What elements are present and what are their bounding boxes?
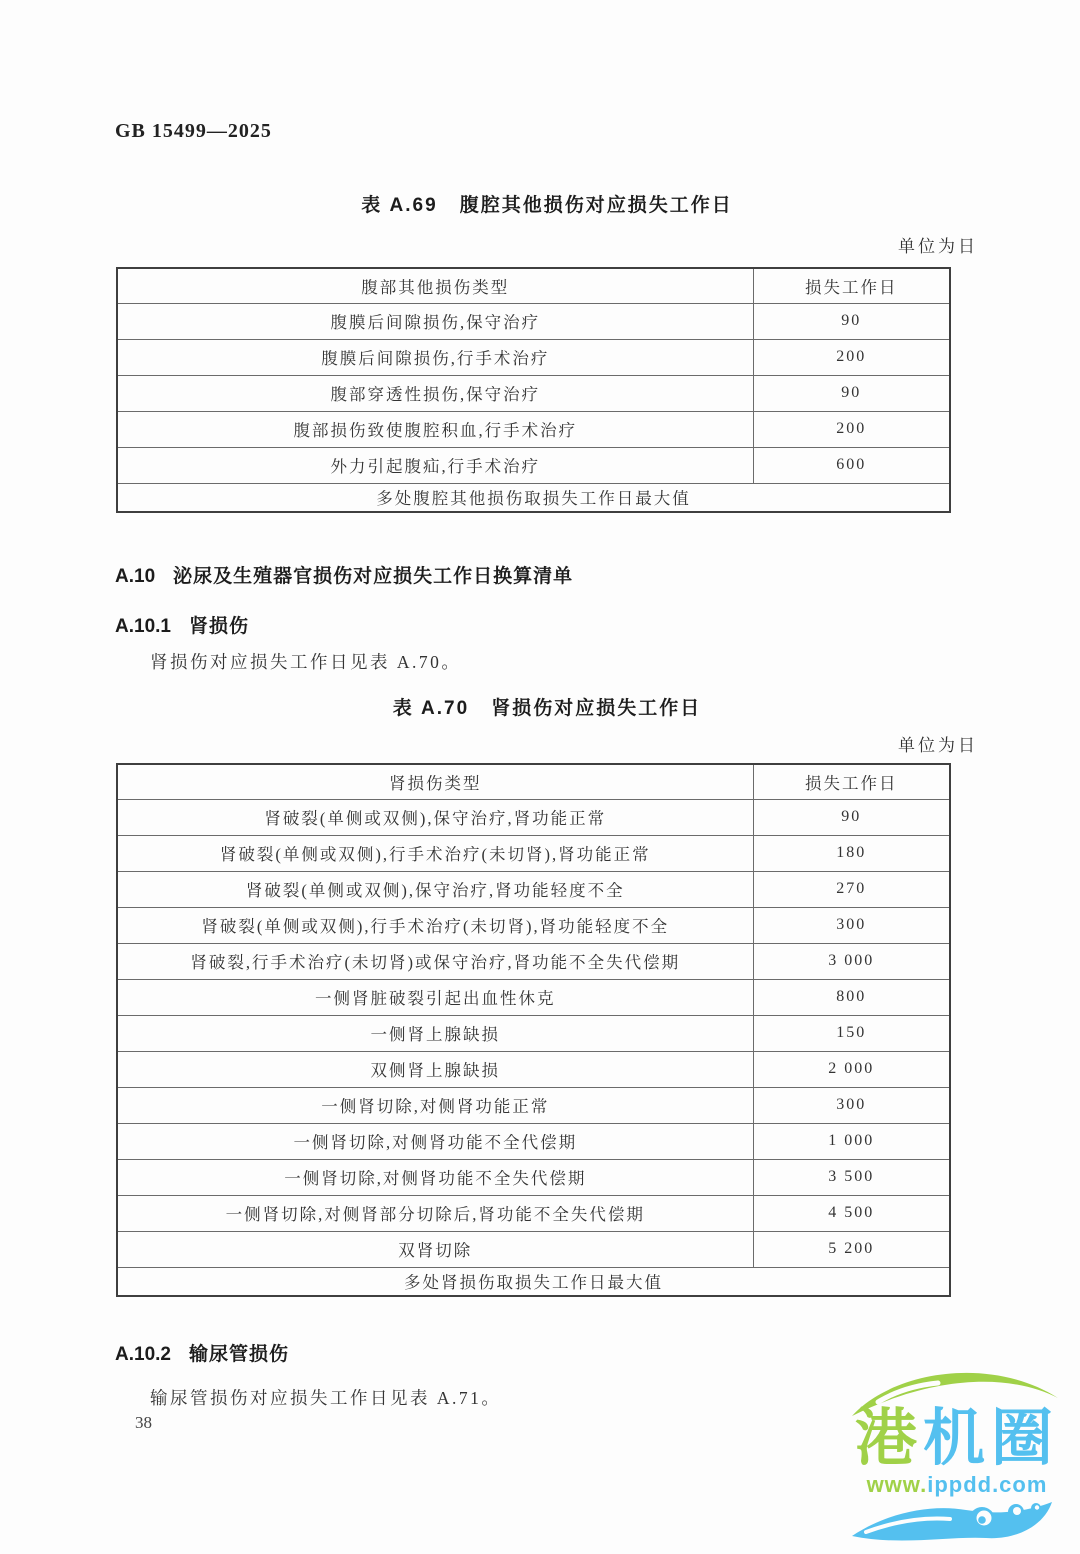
table-row [117,871,950,907]
section-number: A.10.2 [115,1344,171,1365]
injury-type-cell: 腹膜后间隙损伤,行手术治疗 [117,339,753,375]
column-header-injury-type: 肾损伤类型 [117,764,753,799]
lost-workdays-cell: 4 500 [753,1195,950,1231]
table-row [117,1195,950,1231]
injury-type-cell: 腹部穿透性损伤,保守治疗 [117,375,753,411]
section-title: 肾损伤 [188,616,249,637]
column-header-injury-type: 腹部其他损伤类型 [117,268,753,303]
document-page [0,120,1080,1554]
injury-type-cell: 外力引起腹疝,行手术治疗 [117,447,753,483]
lost-workdays-cell: 1 000 [753,1123,950,1159]
table-row [117,411,950,447]
watermark-brand-text [842,1406,1072,1472]
table-row [117,1159,950,1195]
section-title: 输尿管损伤 [188,1344,289,1365]
lost-workdays-cell: 300 [753,907,950,943]
lost-workdays-cell: 90 [753,799,950,835]
lost-workdays-cell: 600 [753,447,950,483]
table-row [117,303,950,339]
table-a70-unit-note: 单位为日 [898,736,978,755]
table-a70 [116,763,951,1297]
lost-workdays-cell: 270 [753,871,950,907]
paragraph-kidney-ref: 肾损伤对应损失工作日见表 A.70。 [150,652,462,672]
lost-workdays-cell: 90 [753,375,950,411]
table-row [117,1231,950,1267]
column-header-lost-workdays: 损失工作日 [753,764,950,799]
injury-type-cell: 一侧肾切除,对侧肾功能不全失代偿期 [117,1159,753,1195]
watermark-logo [842,1362,1072,1554]
table-a69-caption [116,190,978,216]
injury-type-cell: 肾破裂(单侧或双侧),保守治疗,肾功能正常 [117,799,753,835]
injury-type-cell: 肾破裂(单侧或双侧),行手术治疗(未切肾),肾功能轻度不全 [117,907,753,943]
table-row [117,1051,950,1087]
watermark-char-green: 港 [854,1404,923,1473]
lost-workdays-cell: 3 500 [753,1159,950,1195]
table-footer-row [117,1267,950,1296]
injury-type-cell: 双肾切除 [117,1231,753,1267]
injury-type-cell: 肾破裂(单侧或双侧),行手术治疗(未切肾),肾功能正常 [117,835,753,871]
table-row [117,1123,950,1159]
lost-workdays-cell: 150 [753,1015,950,1051]
table-a70-caption-title: 肾损伤对应损失工作日 [491,698,702,719]
injury-type-cell: 肾破裂(单侧或双侧),保守治疗,肾功能轻度不全 [117,871,753,907]
paragraph-ureter-ref: 输尿管损伤对应损失工作日见表 A.71。 [150,1388,502,1408]
section-heading-a10-1 [115,611,1080,637]
table-row [117,1087,950,1123]
table-a69-footer-note: 多处腹腔其他损伤取损失工作日最大值 [117,483,950,512]
lost-workdays-cell: 800 [753,979,950,1015]
watermark-url-domain: ippdd.com [927,1472,1048,1497]
table-row [117,1015,950,1051]
table-a70-caption-label: 表 A.70 [392,698,470,719]
table-footer-row [117,483,950,512]
column-header-lost-workdays: 损失工作日 [753,268,950,303]
table-row [117,979,950,1015]
table-row [117,799,950,835]
table-a69 [116,267,951,513]
table-a70-footer-note: 多处肾损伤取损失工作日最大值 [117,1267,950,1296]
table-row [117,943,950,979]
section-title: 泌尿及生殖器官损伤对应损失工作日换算清单 [173,566,574,587]
page-number: 38 [135,1413,152,1432]
watermark-url [842,1472,1072,1498]
lost-workdays-cell: 5 200 [753,1231,950,1267]
injury-type-cell: 双侧肾上腺缺损 [117,1051,753,1087]
injury-type-cell: 腹部损伤致使腹腔积血,行手术治疗 [117,411,753,447]
watermark-url-www: www. [866,1472,928,1497]
section-heading-a10 [115,561,1080,587]
lost-workdays-cell: 300 [753,1087,950,1123]
section-number: A.10 [115,566,156,587]
table-row [117,447,950,483]
injury-type-cell: 一侧肾切除,对侧肾功能不全代偿期 [117,1123,753,1159]
watermark-wave-icon [852,1500,1057,1552]
watermark-char-blue-2: 圈 [991,1404,1060,1473]
table-a69-caption-label: 表 A.69 [361,195,438,216]
table-header-row [117,268,950,303]
table-a70-caption [116,693,978,719]
lost-workdays-cell: 3 000 [753,943,950,979]
table-row [117,375,950,411]
injury-type-cell: 一侧肾切除,对侧肾部分切除后,肾功能不全失代偿期 [117,1195,753,1231]
lost-workdays-cell: 200 [753,339,950,375]
table-a69-unit-note: 单位为日 [898,237,978,256]
table-row [117,907,950,943]
injury-type-cell: 一侧肾脏破裂引起出血性休克 [117,979,753,1015]
lost-workdays-cell: 2 000 [753,1051,950,1087]
lost-workdays-cell: 90 [753,303,950,339]
lost-workdays-cell: 180 [753,835,950,871]
injury-type-cell: 腹膜后间隙损伤,保守治疗 [117,303,753,339]
injury-type-cell: 一侧肾上腺缺损 [117,1015,753,1051]
table-header-row [117,764,950,799]
injury-type-cell: 一侧肾切除,对侧肾功能正常 [117,1087,753,1123]
section-number: A.10.1 [115,616,171,637]
standard-number: GB 15499—2025 [115,120,272,142]
table-a69-caption-title: 腹腔其他损伤对应损失工作日 [459,195,733,216]
table-row [117,835,950,871]
watermark-char-blue-1: 机 [922,1404,991,1473]
lost-workdays-cell: 200 [753,411,950,447]
injury-type-cell: 肾破裂,行手术治疗(未切肾)或保守治疗,肾功能不全失代偿期 [117,943,753,979]
table-row [117,339,950,375]
